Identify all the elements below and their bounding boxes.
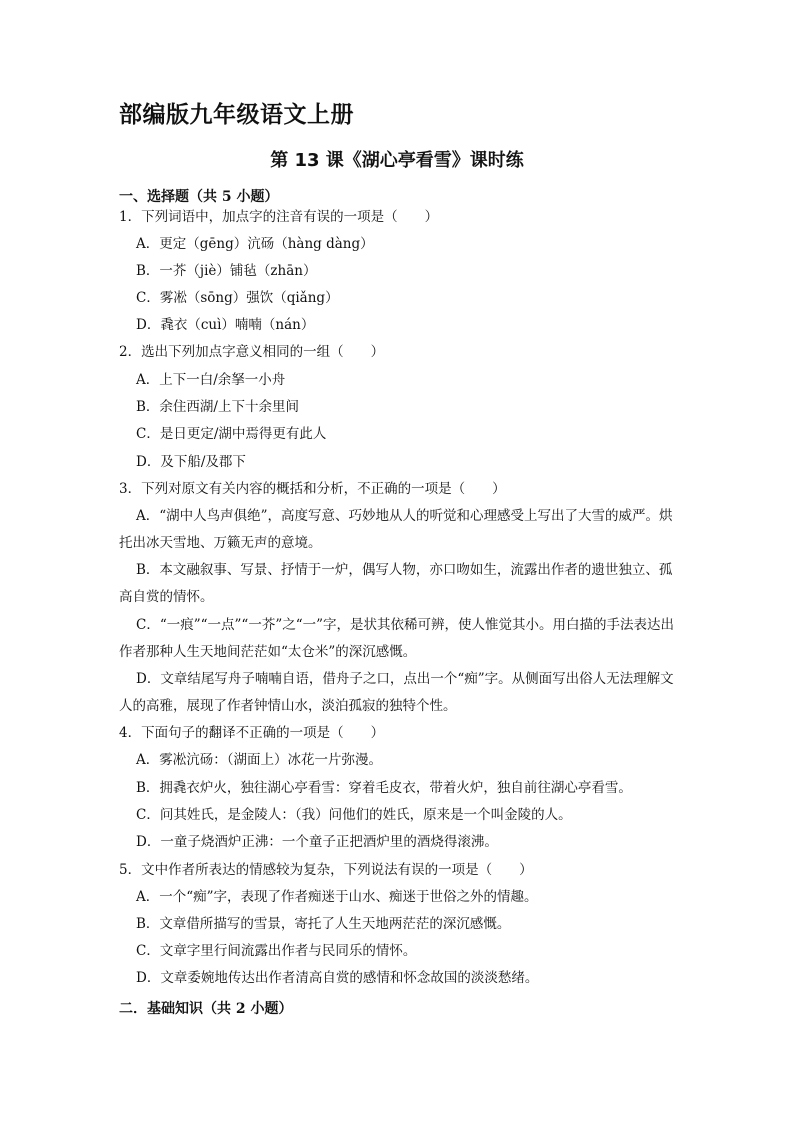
section-heading-basics: 二．基础知识（共 2 小题）	[119, 1001, 293, 1017]
question-1-option-d: D．毳衣（cuì）喃喃（nán）	[136, 317, 315, 333]
question-5-option-b: B．文章借所描写的雪景，寄托了人生天地两茫茫的深沉感慨。	[136, 916, 511, 932]
question-5-option-a: A．一个“痴”字，表现了作者痴迷于山水、痴迷于世俗之外的情趣。	[136, 889, 538, 905]
question-2-option-b: B．余住西湖/上下十余里间	[136, 399, 299, 415]
question-2-option-a: A．上下一白/余拏一小舟	[136, 372, 286, 388]
question-2-option-d: D．及下船/及郡下	[136, 454, 246, 470]
section-heading-choice: 一、选择题（共 5 小题）	[119, 189, 279, 205]
question-4-option-a: A．雾凇沆砀：（湖面上）冰花一片弥漫。	[136, 752, 382, 768]
question-3-option-a: A．“湖中人鸟声俱绝”，高度写意、巧妙地从人的听觉和心理感受上写出了大雪的威严。烘托出冰天雪地、万籁无声的意境。	[119, 508, 673, 551]
question-2-stem: 2．选出下列加点字意义相同的一组（ ）	[119, 344, 385, 360]
question-4-option-d: D．一童子烧酒炉正沸：一个童子正把酒炉里的酒烧得滚沸。	[136, 834, 498, 850]
question-1-stem: 1．下列词语中，加点字的注音有误的一项是（ ）	[119, 209, 439, 225]
lesson-title: 第 13 课《湖心亭看雪》课时练	[270, 150, 524, 171]
question-4-option-c: C．问其姓氏，是金陵人：（我）问他们的姓氏，原来是一个叫金陵的人。	[136, 807, 572, 823]
question-2-option-c: C．是日更定/湖中焉得更有此人	[136, 426, 327, 442]
question-4-stem: 4．下面句子的翻译不正确的一项是（ ）	[119, 725, 385, 741]
question-3-option-c: C．“一痕”“一点”“一芥”之“一”字，是状其依稀可辨，使人惟觉其小。用白描的手法表达出作者那种人生天地间茫茫如“太仓米”的深沉感慨。	[119, 617, 675, 660]
question-1-option-c: C．雾凇（sōng）强饮（qiǎng）	[136, 290, 339, 306]
question-3-stem: 3．下列对原文有关内容的概括和分析，不正确的一项是（ ）	[119, 481, 506, 497]
question-5-option-d: D．文章委婉地传达出作者清高自赏的感情和怀念故国的淡淡愁绪。	[136, 970, 539, 986]
question-5-stem: 5．文中作者所表达的情感较为复杂，下列说法有误的一项是（ ）	[119, 862, 533, 878]
question-5-option-c: C．文章字里行间流露出作者与民同乐的情怀。	[136, 943, 417, 959]
question-3-option-d: D．文章结尾写舟子喃喃自语，借舟子之口，点出一个“痴”字。从侧面写出俗人无法理解文人的高雅，展现了作者钟情山水，淡泊孤寂的独特个性。	[119, 671, 674, 714]
question-3-option-b: B．本文融叙事、写景、抒情于一炉，偶写人物，亦口吻如生，流露出作者的遗世独立、孤高自赏的情怀。	[119, 562, 673, 605]
document-title: 部编版九年级语文上册	[119, 102, 354, 128]
question-4-option-b: B．拥毳衣炉火，独往湖心亭看雪：穿着毛皮衣，带着火炉，独自前往湖心亭看雪。	[136, 780, 632, 796]
question-1-option-b: B．一芥（jiè）铺毡（zhān）	[136, 263, 317, 279]
question-1-option-a: A．更定（gēng）沆砀（hàng dàng）	[136, 236, 374, 252]
